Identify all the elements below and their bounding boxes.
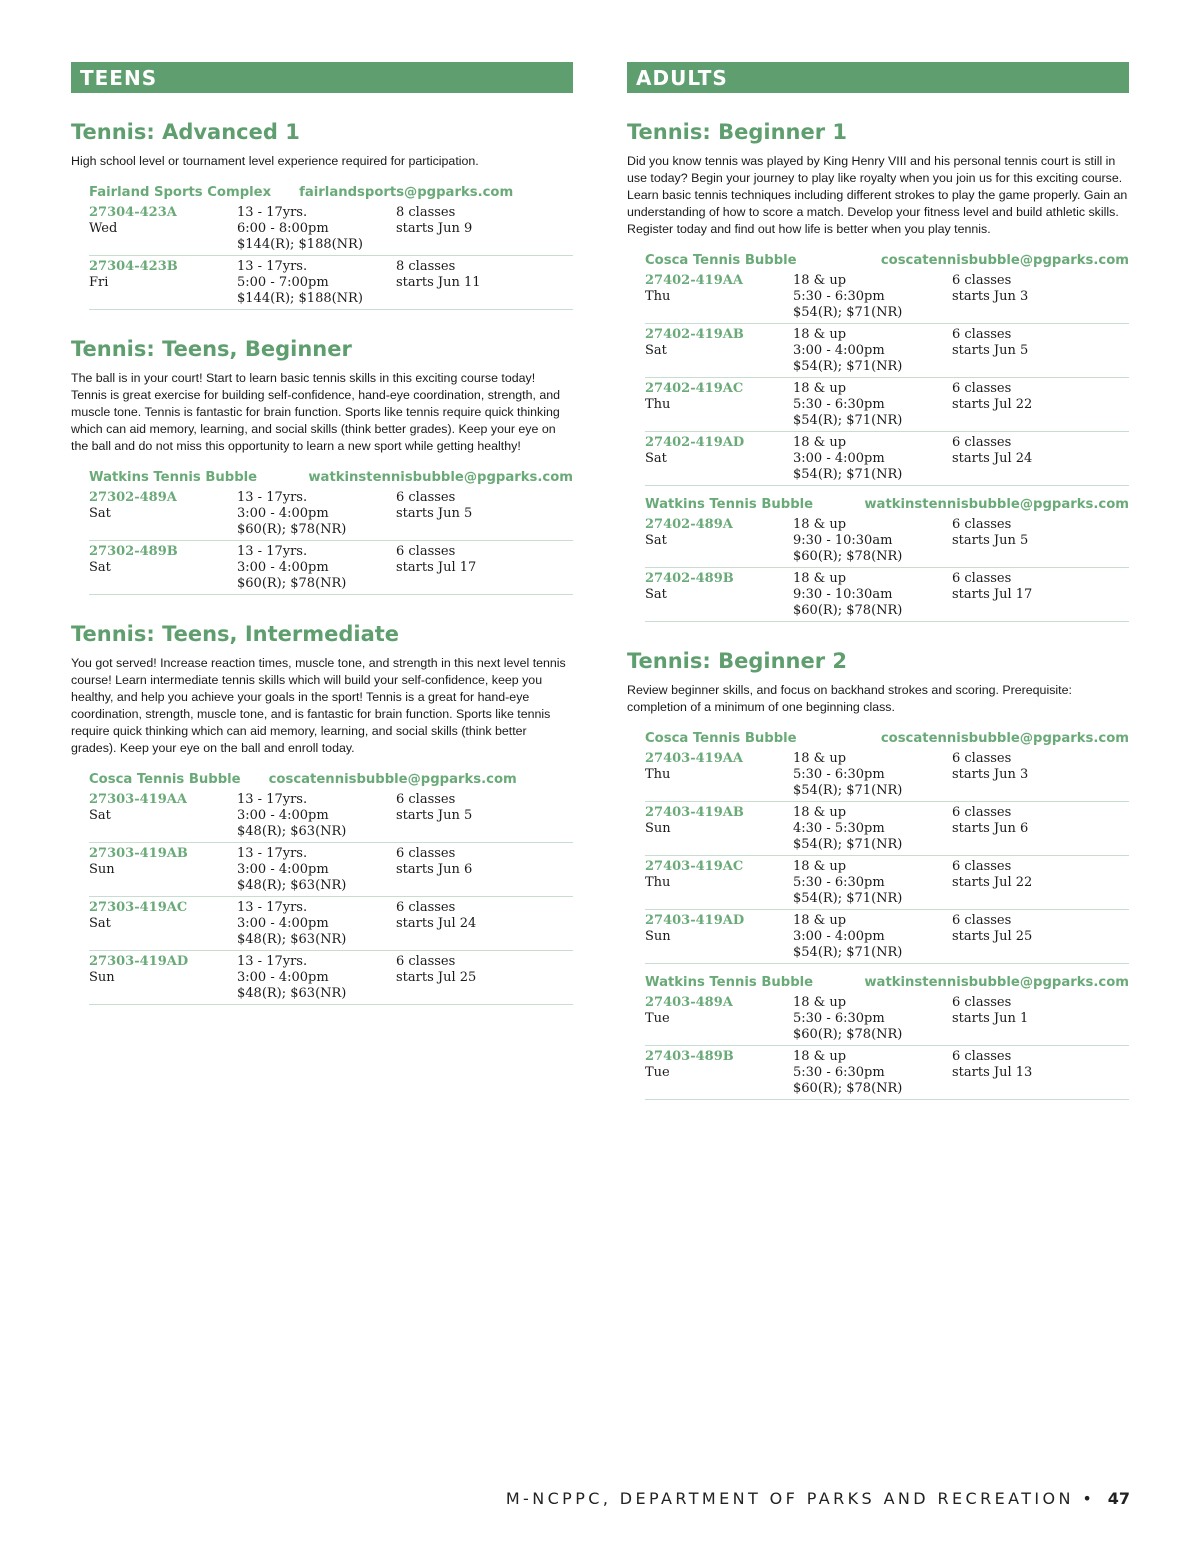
location-name: Fairland Sports Complex — [89, 185, 272, 200]
course-description: Review beginner skills, and focus on backhand strokes and scoring. Prerequisite: completion of a minimum of one beginning class. — [627, 683, 1072, 714]
page-footer — [506, 1489, 1130, 1508]
class-count: 6 classes — [952, 327, 1012, 342]
class-code[interactable]: 27303-419AD — [89, 954, 189, 969]
class-fee: $54(R); $71(NR) — [793, 305, 903, 320]
class-fee: $144(R); $188(NR) — [237, 237, 363, 252]
class-session-cell — [952, 517, 1129, 565]
section-header-teens: TEENS — [71, 62, 573, 93]
class-code[interactable]: 27403-419AB — [645, 805, 744, 820]
class-start: starts Jul 22 — [952, 875, 1033, 890]
location-header — [645, 974, 1129, 991]
class-row — [645, 805, 1129, 856]
course-description: The ball is in your court! Start to learn basic tennis skills in this exciting course today! Tennis is great exercise for building self-confidence, hand-eye coordination, strength, and muscle tone. Tennis is fantastic for brain function. Sports like tennis require quick thinking which can aid memory, learning, and social skills (think better grades). Keep your eye on the ball and do not miss this opportunity to learn a new sport while getting healthy! — [71, 371, 561, 453]
location-header — [89, 469, 573, 486]
class-detail-cell — [793, 517, 952, 565]
class-code-cell — [645, 751, 793, 799]
class-time: 3:00 - 4:00pm — [793, 929, 885, 944]
class-code[interactable]: 27402-419AB — [645, 327, 744, 342]
class-time: 3:00 - 4:00pm — [237, 506, 329, 521]
location-email-link[interactable]: coscatennisbubble@pgparks.com — [268, 772, 517, 787]
class-row — [89, 792, 573, 843]
class-detail-cell — [793, 435, 952, 483]
class-count: 6 classes — [952, 273, 1012, 288]
class-fee: $54(R); $71(NR) — [793, 837, 903, 852]
class-day: Sun — [89, 970, 115, 985]
class-day: Tue — [645, 1065, 670, 1080]
location-name: Cosca Tennis Bubble — [645, 731, 797, 746]
course-block — [71, 119, 573, 310]
location-header — [645, 496, 1129, 513]
class-detail-cell — [237, 792, 396, 840]
class-time: 5:30 - 6:30pm — [793, 397, 885, 412]
class-start: starts Jul 13 — [952, 1065, 1033, 1080]
class-row — [89, 954, 573, 1005]
class-detail-cell — [237, 490, 396, 538]
class-start: starts Jun 3 — [952, 767, 1029, 782]
location-email-link[interactable]: watkinstennisbubble@pgparks.com — [864, 975, 1129, 990]
class-count: 6 classes — [952, 435, 1012, 450]
class-code-cell — [89, 792, 237, 840]
class-age: 18 & up — [793, 327, 847, 342]
class-row — [645, 435, 1129, 486]
class-count: 6 classes — [952, 1049, 1012, 1064]
class-code[interactable]: 27403-419AC — [645, 859, 744, 874]
location-header — [89, 184, 573, 201]
class-day: Sat — [89, 560, 111, 575]
class-detail-cell — [793, 1049, 952, 1097]
class-age: 18 & up — [793, 381, 847, 396]
class-fee: $48(R); $63(NR) — [237, 824, 347, 839]
class-count: 6 classes — [952, 859, 1012, 874]
class-time: 6:00 - 8:00pm — [237, 221, 329, 236]
class-row — [89, 205, 573, 256]
class-age: 18 & up — [793, 805, 847, 820]
class-detail-cell — [237, 954, 396, 1002]
class-session-cell — [396, 490, 573, 538]
class-time: 5:00 - 7:00pm — [237, 275, 329, 290]
class-session-cell — [952, 913, 1129, 961]
class-detail-cell — [237, 846, 396, 894]
class-code-cell — [645, 435, 793, 483]
class-row — [645, 995, 1129, 1046]
course-title: Tennis: Advanced 1 — [71, 120, 300, 144]
class-start: starts Jul 25 — [952, 929, 1033, 944]
class-fee: $54(R); $71(NR) — [793, 891, 903, 906]
class-time: 5:30 - 6:30pm — [793, 767, 885, 782]
location-name: Cosca Tennis Bubble — [645, 253, 797, 268]
class-day: Tue — [645, 1011, 670, 1026]
class-day: Sun — [645, 821, 671, 836]
location-block — [645, 974, 1129, 1100]
location-email-link[interactable]: fairlandsports@pgparks.com — [299, 185, 514, 200]
class-count: 6 classes — [396, 846, 456, 861]
class-age: 13 - 17yrs. — [237, 792, 308, 807]
footer-org: M-NCPPC, DEPARTMENT OF PARKS AND RECREATION — [505, 1489, 1074, 1508]
course-title: Tennis: Teens, Beginner — [71, 337, 352, 361]
class-day: Sat — [645, 587, 667, 602]
class-time: 3:00 - 4:00pm — [237, 970, 329, 985]
class-code-cell — [645, 273, 793, 321]
class-session-cell — [396, 544, 573, 592]
class-count: 6 classes — [952, 805, 1012, 820]
class-start: starts Jul 17 — [952, 587, 1033, 602]
course-title: Tennis: Beginner 1 — [627, 120, 847, 144]
page-number: 47 — [1107, 1489, 1130, 1508]
class-row — [645, 913, 1129, 964]
class-start: starts Jun 5 — [952, 533, 1029, 548]
adults-column — [627, 62, 1129, 1110]
class-row — [645, 751, 1129, 802]
class-day: Sat — [645, 533, 667, 548]
class-code[interactable]: 27403-489A — [645, 995, 733, 1010]
class-day: Sat — [89, 916, 111, 931]
class-age: 18 & up — [793, 571, 847, 586]
class-detail-cell — [237, 544, 396, 592]
class-fee: $54(R); $71(NR) — [793, 945, 903, 960]
class-fee: $60(R); $78(NR) — [237, 522, 347, 537]
class-fee: $54(R); $71(NR) — [793, 467, 903, 482]
class-detail-cell — [793, 805, 952, 853]
class-session-cell — [952, 1049, 1129, 1097]
class-session-cell — [396, 954, 573, 1002]
class-day: Sat — [645, 343, 667, 358]
class-row — [89, 846, 573, 897]
class-day: Thu — [645, 875, 671, 890]
class-count: 6 classes — [396, 490, 456, 505]
location-name: Watkins Tennis Bubble — [645, 975, 814, 990]
class-code[interactable]: 27302-489A — [89, 490, 177, 505]
class-day: Thu — [645, 397, 671, 412]
class-session-cell — [396, 792, 573, 840]
class-session-cell — [952, 859, 1129, 907]
class-fee: $60(R); $78(NR) — [793, 1081, 903, 1096]
class-time: 3:00 - 4:00pm — [237, 862, 329, 877]
class-detail-cell — [793, 273, 952, 321]
class-code-cell — [645, 327, 793, 375]
class-code[interactable]: 27402-419AA — [645, 273, 743, 288]
teens-column — [71, 62, 573, 1015]
class-detail-cell — [793, 859, 952, 907]
course-block — [71, 336, 573, 595]
location-block — [645, 252, 1129, 486]
location-header — [89, 771, 573, 788]
class-code-cell — [645, 913, 793, 961]
class-age: 18 & up — [793, 517, 847, 532]
class-session-cell — [952, 273, 1129, 321]
location-name: Watkins Tennis Bubble — [89, 470, 258, 485]
class-session-cell — [952, 751, 1129, 799]
class-count: 6 classes — [952, 913, 1012, 928]
location-email-link[interactable]: coscatennisbubble@pgparks.com — [880, 731, 1129, 746]
class-row — [89, 900, 573, 951]
class-time: 3:00 - 4:00pm — [237, 808, 329, 823]
class-day: Sat — [89, 506, 111, 521]
class-code-cell — [89, 259, 237, 307]
class-fee: $54(R); $71(NR) — [793, 783, 903, 798]
class-time: 5:30 - 6:30pm — [793, 289, 885, 304]
class-age: 13 - 17yrs. — [237, 490, 308, 505]
class-code-cell — [645, 805, 793, 853]
class-start: starts Jun 6 — [396, 862, 473, 877]
class-code[interactable]: 27402-419AD — [645, 435, 745, 450]
class-age: 13 - 17yrs. — [237, 846, 308, 861]
class-age: 13 - 17yrs. — [237, 954, 308, 969]
course-block — [71, 621, 573, 1005]
class-start: starts Jun 1 — [952, 1011, 1029, 1026]
location-block — [89, 771, 573, 1005]
class-code[interactable]: 27302-489B — [89, 544, 178, 559]
class-row — [645, 571, 1129, 622]
course-description: Did you know tennis was played by King Henry VIII and his personal tennis court is still in use today? Begin your journey to play like royalty when you join us for this exciting course. Learn basic tennis techniques including different strokes to play the game properly. Gain an understanding of how to score a match. Develop your fitness level and build athletic skills. Register today and find out how life is better when you play tennis. — [627, 154, 1128, 236]
class-count: 6 classes — [396, 900, 456, 915]
class-detail-cell — [793, 571, 952, 619]
class-code[interactable]: 27303-419AA — [89, 792, 187, 807]
class-age: 13 - 17yrs. — [237, 544, 308, 559]
class-code-cell — [89, 954, 237, 1002]
class-count: 8 classes — [396, 205, 456, 220]
class-age: 18 & up — [793, 995, 847, 1010]
class-count: 6 classes — [952, 751, 1012, 766]
class-start: starts Jun 5 — [952, 343, 1029, 358]
class-count: 6 classes — [396, 544, 456, 559]
class-detail-cell — [237, 900, 396, 948]
class-day: Sat — [89, 808, 111, 823]
class-session-cell — [396, 900, 573, 948]
class-age: 18 & up — [793, 913, 847, 928]
class-row — [645, 859, 1129, 910]
class-code[interactable]: 27304-423B — [89, 259, 178, 274]
class-count: 6 classes — [952, 517, 1012, 532]
class-count: 6 classes — [952, 571, 1012, 586]
class-code-cell — [89, 544, 237, 592]
class-time: 9:30 - 10:30am — [793, 587, 893, 602]
class-time: 3:00 - 4:00pm — [793, 451, 885, 466]
class-time: 3:00 - 4:00pm — [237, 560, 329, 575]
course-description: High school level or tournament level experience required for participation. — [71, 154, 479, 168]
class-code-cell — [645, 995, 793, 1043]
class-time: 5:30 - 6:30pm — [793, 1011, 885, 1026]
location-name: Watkins Tennis Bubble — [645, 497, 814, 512]
class-code[interactable]: 27403-419AD — [645, 913, 745, 928]
class-count: 8 classes — [396, 259, 456, 274]
class-detail-cell — [793, 381, 952, 429]
class-code[interactable]: 27403-419AA — [645, 751, 743, 766]
class-code-cell — [645, 1049, 793, 1097]
class-session-cell — [952, 435, 1129, 483]
class-detail-cell — [793, 327, 952, 375]
class-code-cell — [89, 900, 237, 948]
location-email-link[interactable]: watkinstennisbubble@pgparks.com — [864, 497, 1129, 512]
class-session-cell — [952, 327, 1129, 375]
course-title: Tennis: Beginner 2 — [627, 649, 847, 673]
class-start: starts Jun 5 — [396, 506, 473, 521]
class-age: 13 - 17yrs. — [237, 900, 308, 915]
class-row — [645, 327, 1129, 378]
class-start: starts Jul 22 — [952, 397, 1033, 412]
class-time: 9:30 - 10:30am — [793, 533, 893, 548]
class-code[interactable]: 27402-489A — [645, 517, 733, 532]
footer-separator: • — [1082, 1489, 1096, 1508]
class-row — [645, 273, 1129, 324]
class-start: starts Jun 6 — [952, 821, 1029, 836]
class-detail-cell — [793, 751, 952, 799]
course-block — [627, 119, 1129, 622]
class-time: 4:30 - 5:30pm — [793, 821, 885, 836]
class-day: Fri — [89, 275, 109, 290]
class-code[interactable]: 27303-419AC — [89, 900, 188, 915]
class-day: Thu — [645, 767, 671, 782]
class-start: starts Jul 25 — [396, 970, 477, 985]
class-count: 6 classes — [952, 995, 1012, 1010]
course-block — [627, 648, 1129, 1100]
class-row — [89, 490, 573, 541]
location-block — [89, 469, 573, 595]
class-fee: $48(R); $63(NR) — [237, 878, 347, 893]
class-age: 13 - 17yrs. — [237, 259, 308, 274]
location-block — [89, 184, 573, 310]
location-block — [645, 496, 1129, 622]
class-count: 6 classes — [396, 954, 456, 969]
class-code-cell — [645, 859, 793, 907]
class-fee: $48(R); $63(NR) — [237, 932, 347, 947]
location-email-link[interactable]: watkinstennisbubble@pgparks.com — [308, 470, 573, 485]
class-age: 18 & up — [793, 859, 847, 874]
class-age: 18 & up — [793, 273, 847, 288]
class-session-cell — [396, 205, 573, 253]
class-detail-cell — [793, 995, 952, 1043]
class-session-cell — [396, 846, 573, 894]
location-header — [645, 730, 1129, 747]
class-age: 18 & up — [793, 435, 847, 450]
class-detail-cell — [793, 913, 952, 961]
class-fee: $60(R); $78(NR) — [237, 576, 347, 591]
class-code[interactable]: 27304-423A — [89, 205, 177, 220]
course-title: Tennis: Teens, Intermediate — [71, 622, 400, 646]
class-start: starts Jun 5 — [396, 808, 473, 823]
class-start: starts Jul 17 — [396, 560, 477, 575]
location-name: Cosca Tennis Bubble — [89, 772, 241, 787]
class-time: 3:00 - 4:00pm — [793, 343, 885, 358]
class-time: 3:00 - 4:00pm — [237, 916, 329, 931]
class-detail-cell — [237, 259, 396, 307]
class-fee: $60(R); $78(NR) — [793, 1027, 903, 1042]
class-start: starts Jun 9 — [396, 221, 473, 236]
class-fee: $54(R); $71(NR) — [793, 359, 903, 374]
class-row — [645, 1049, 1129, 1100]
class-start: starts Jul 24 — [952, 451, 1033, 466]
class-code[interactable]: 27402-419AC — [645, 381, 744, 396]
class-detail-cell — [237, 205, 396, 253]
class-fee: $54(R); $71(NR) — [793, 413, 903, 428]
class-code[interactable]: 27303-419AB — [89, 846, 188, 861]
location-block — [645, 730, 1129, 964]
class-code-cell — [89, 205, 237, 253]
class-row — [89, 259, 573, 310]
class-start: starts Jul 24 — [396, 916, 477, 931]
class-code-cell — [645, 517, 793, 565]
class-code-cell — [89, 846, 237, 894]
class-code-cell — [645, 571, 793, 619]
course-description: You got served! Increase reaction times, muscle tone, and strength in this next level tennis course! Learn intermediate tennis skills which will build your self-confidence, keep you healthy, and help you achieve your goals in the sport! Tennis is a great for hand-eye coordination, strength, muscle tone, and is fantastic for brain function. Sports like tennis require quick thinking which can aid memory, learning, and social skills (think better grades). Keep your eye on the ball and enroll today. — [71, 656, 566, 755]
class-code-cell — [645, 381, 793, 429]
class-session-cell — [396, 259, 573, 307]
class-fee: $144(R); $188(NR) — [237, 291, 363, 306]
class-session-cell — [952, 995, 1129, 1043]
class-time: 5:30 - 6:30pm — [793, 875, 885, 890]
class-fee: $60(R); $78(NR) — [793, 603, 903, 618]
class-session-cell — [952, 381, 1129, 429]
class-count: 6 classes — [396, 792, 456, 807]
class-age: 18 & up — [793, 751, 847, 766]
class-day: Thu — [645, 289, 671, 304]
class-day: Sun — [645, 929, 671, 944]
class-start: starts Jun 3 — [952, 289, 1029, 304]
class-code[interactable]: 27402-489B — [645, 571, 734, 586]
class-count: 6 classes — [952, 381, 1012, 396]
class-age: 13 - 17yrs. — [237, 205, 308, 220]
class-time: 5:30 - 6:30pm — [793, 1065, 885, 1080]
class-start: starts Jun 11 — [396, 275, 481, 290]
class-row — [645, 517, 1129, 568]
class-fee: $48(R); $63(NR) — [237, 986, 347, 1001]
location-email-link[interactable]: coscatennisbubble@pgparks.com — [880, 253, 1129, 268]
location-header — [645, 252, 1129, 269]
class-session-cell — [952, 571, 1129, 619]
class-fee: $60(R); $78(NR) — [793, 549, 903, 564]
class-row — [89, 544, 573, 595]
class-day: Sat — [645, 451, 667, 466]
class-code-cell — [89, 490, 237, 538]
class-row — [645, 381, 1129, 432]
class-session-cell — [952, 805, 1129, 853]
class-day: Sun — [89, 862, 115, 877]
class-code[interactable]: 27403-489B — [645, 1049, 734, 1064]
class-age: 18 & up — [793, 1049, 847, 1064]
class-day: Wed — [89, 221, 118, 236]
section-header-adults: ADULTS — [627, 62, 1129, 93]
